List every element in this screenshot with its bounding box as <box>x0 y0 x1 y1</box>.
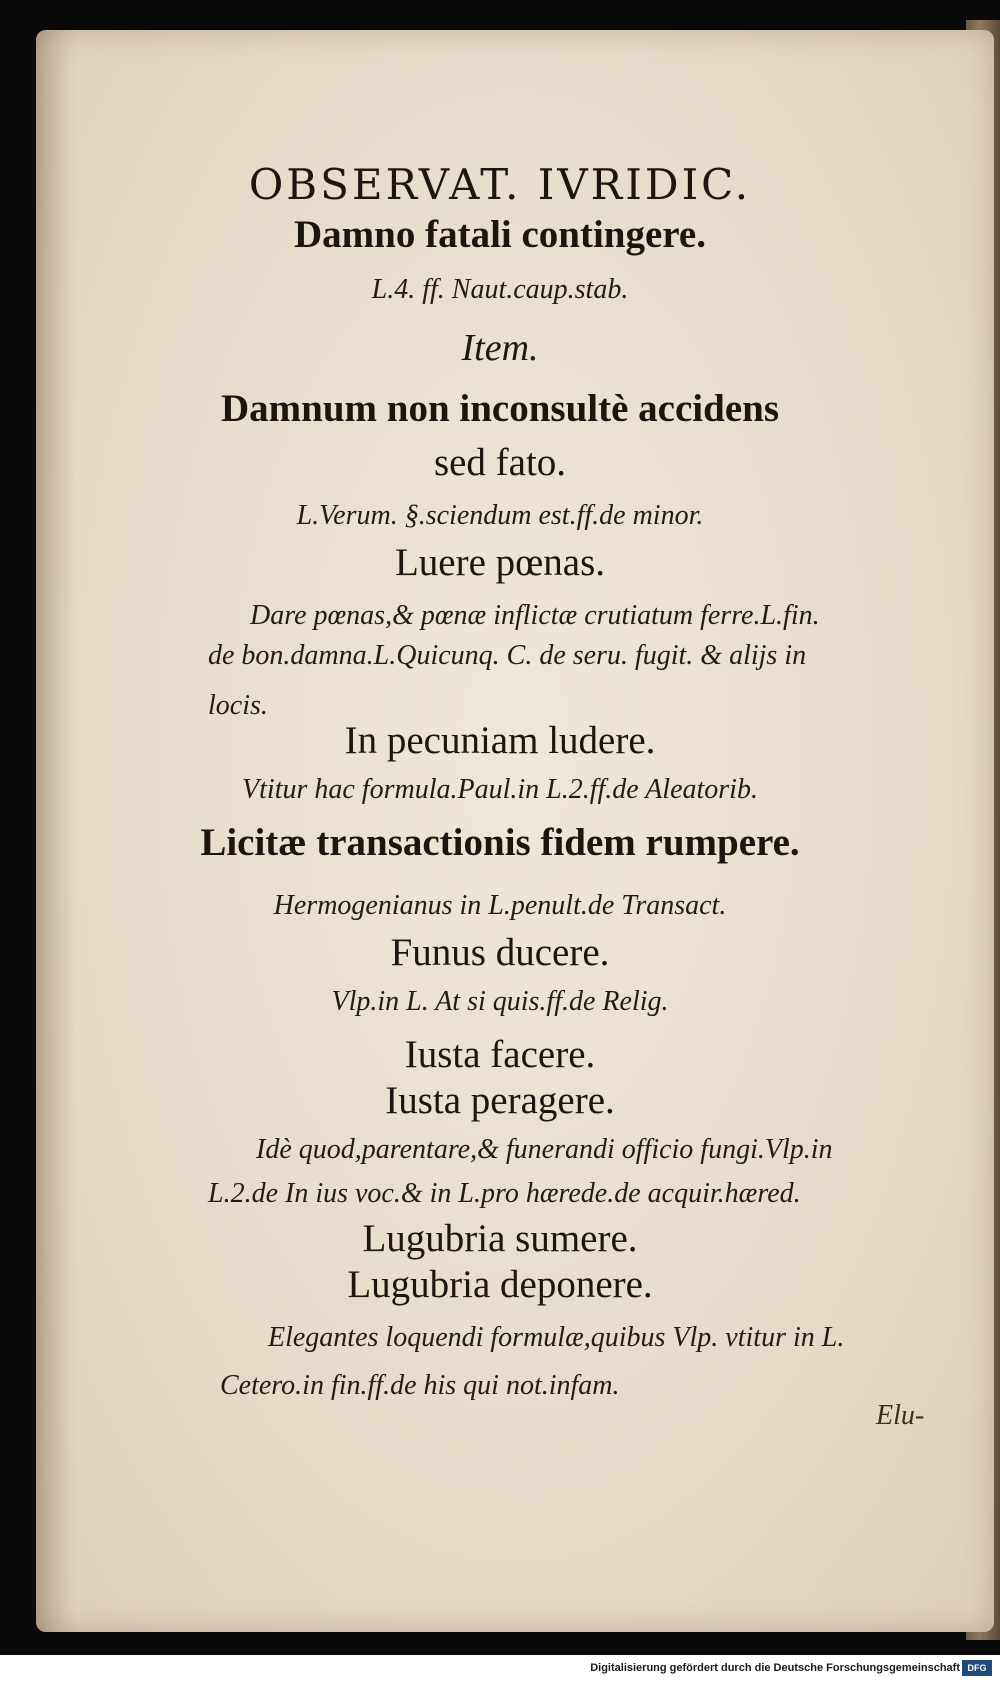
entry-heading: Damnum non inconsultè accidens <box>221 387 779 430</box>
dfg-logo: DFG <box>962 1660 992 1676</box>
entry-heading: Licitæ transactionis fidem rumpere. <box>200 821 800 864</box>
entry-note-line: Idè quod,parentare,& funerandi officio fungi.Vlp.in <box>256 1134 833 1165</box>
entry-heading: Damno fatali contingere. <box>294 213 706 256</box>
entry-note-line: Elegantes loquendi formulæ,quibus Vlp. vtitur in L. <box>268 1322 845 1353</box>
entry-citation: Vlp.in L. At si quis.ff.de Relig. <box>331 986 669 1017</box>
entry-heading: Iusta facere. <box>404 1033 596 1076</box>
entry-heading: Luere pœnas. <box>394 541 606 584</box>
entry-heading: Funus ducere. <box>390 931 610 974</box>
entry-citation: Vtitur hac formula.Paul.in L.2.ff.de Aleatorib. <box>242 774 758 805</box>
entry-note-line: de bon.damna.L.Quicunq. C. de seru. fugit. & alijs in <box>208 640 807 671</box>
entry-citation: L.Verum. §.sciendum est.ff.de minor. <box>296 500 704 531</box>
entry-heading-continued: sed fato. <box>433 441 567 484</box>
catchword: Elu- <box>876 1400 925 1431</box>
entry-heading: Lugubria sumere. <box>362 1217 638 1260</box>
entry-citation: L.4. ff. Naut.caup.stab. <box>371 274 629 305</box>
running-head: OBSERVAT. IVRIDIC. <box>248 160 752 209</box>
entry-heading: Lugubria deponere. <box>347 1263 653 1306</box>
entry-heading: In pecuniam ludere. <box>344 719 656 762</box>
entry-heading: Iusta peragere. <box>385 1079 615 1122</box>
entry-note-line: Dare pœnas,& pœnæ inflictæ crutiatum ferre.L.fin. <box>250 600 820 631</box>
entry-heading: Item. <box>461 327 539 369</box>
entry-note-line: locis. <box>208 690 268 721</box>
digitization-credit: Digitalisierung gefördert durch die Deutsche Forschungsgemeinschaft <box>590 1662 960 1674</box>
entry-citation: Hermogenianus in L.penult.de Transact. <box>273 890 727 921</box>
entry-note-line: Cetero.in fin.ff.de his qui not.infam. <box>220 1370 620 1401</box>
entry-note-line: L.2.de In ius voc.& in L.pro hærede.de acquir.hæred. <box>208 1178 801 1209</box>
